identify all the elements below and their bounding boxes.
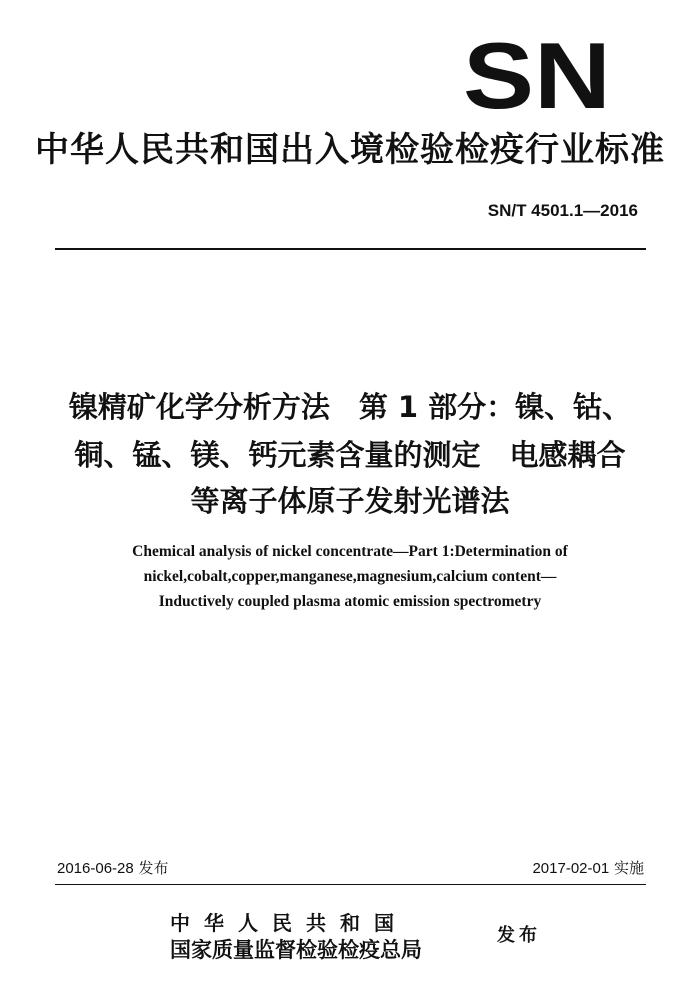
sn-logo [462, 38, 612, 110]
publisher-line-2: 国家质量监督检验检疫总局 [170, 938, 422, 962]
top-divider [55, 248, 646, 250]
english-title-line-1: Chemical analysis of nickel concentrate—Part 1:Determination of [132, 543, 568, 560]
chinese-title-line-3: 等离子体原子发射光谱法 [190, 484, 510, 518]
chinese-title-line-1: 镍精矿化学分析方法 第 1 部分：镍、钴、 [68, 390, 632, 424]
chinese-title-line-2: 铜、锰、镁、钙元素含量的测定 电感耦合 [74, 438, 626, 472]
implementation-date: 2017-02-01 [532, 860, 610, 877]
standard-number: SN/T 4501.1—2016 [487, 201, 638, 220]
publish-label: 发布 [497, 925, 541, 946]
publisher-line-1: 中华人民共和国 [170, 911, 408, 935]
english-title-line-3: Inductively coupled plasma atomic emission spectrometry [158, 593, 542, 610]
issue-date: 2016-06-28 [57, 860, 134, 877]
english-title-line-2: nickel,cobalt,copper,manganese,magnesium,calcium content— [143, 568, 557, 585]
industry-standard-title: 中华人民共和国出入境检验检疫行业标准 [35, 130, 665, 170]
implementation-date-block [532, 858, 644, 879]
sn-logo-text: SN [463, 38, 611, 110]
implementation-label: 实施 [613, 859, 644, 877]
issue-label: 发布 [138, 859, 169, 877]
bottom-divider [55, 884, 646, 885]
issue-date-block [57, 858, 169, 879]
